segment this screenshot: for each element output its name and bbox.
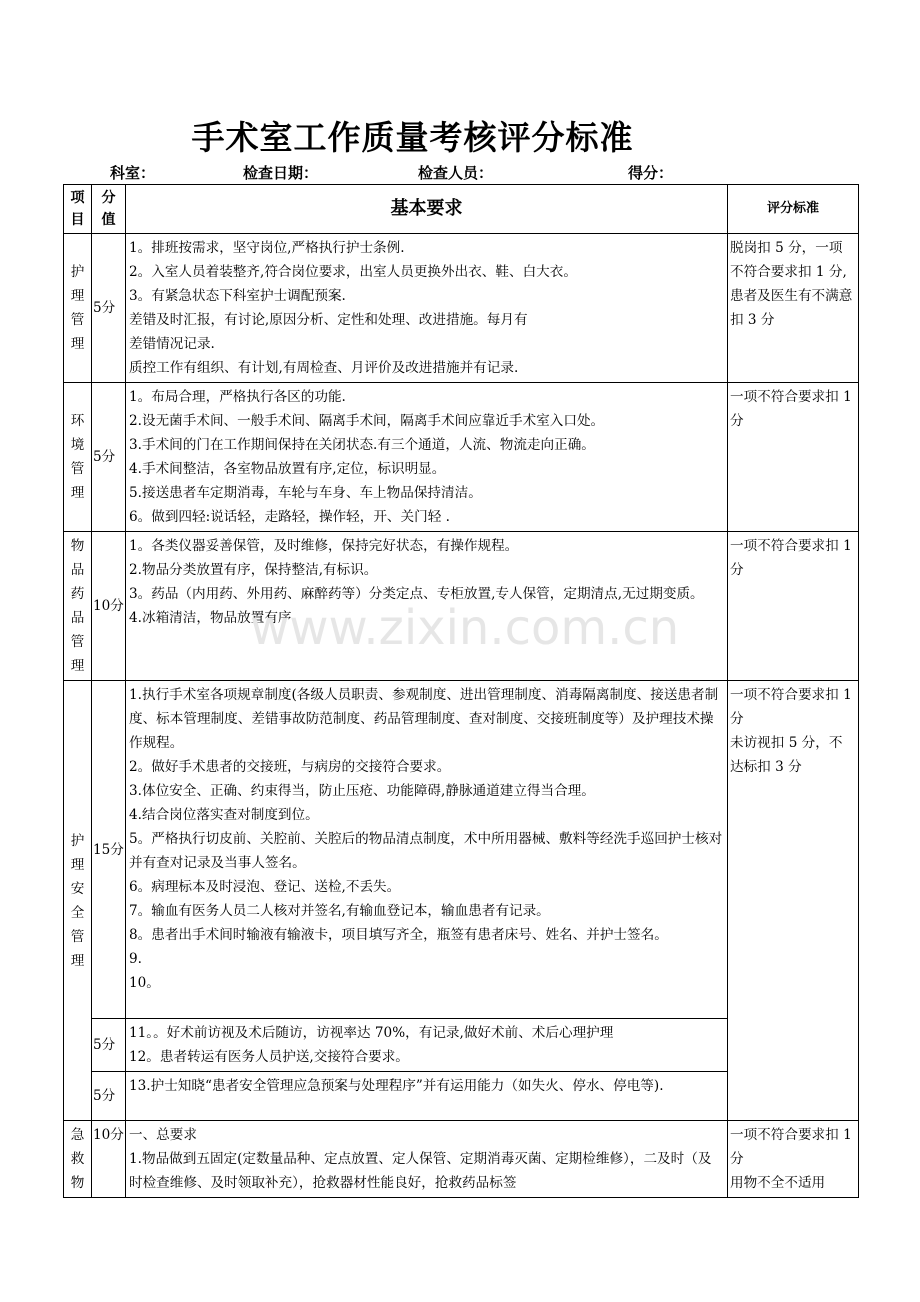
standard-line: 脱岗扣 5 分，一项不符合要求扣 1 分,患者及医生有不满意扣 3 分 (730, 240, 853, 328)
requirement-line: 10。 (129, 975, 160, 991)
department-label: 科室： (110, 164, 156, 182)
requirement-line: 4.手术间整洁，各室物品放置有序,定位，标识明显。 (129, 461, 446, 477)
requirement-line: 7。输血有医务人员二人核对并签名,有输血登记本，输血患者有记录。 (129, 903, 550, 919)
table-row (64, 681, 859, 1019)
requirement-line: 12。患者转运有医务人员护送,交接符合要求。 (129, 1049, 409, 1065)
section-requirements (126, 1072, 728, 1121)
requirement-line: 1.物品做到五固定(定数量品种、定点放置、定人保管、定期消毒灭菌、定期检维修），二及时（及时检查维修、及时领取补充），抢救器材性能良好，抢救药品标签 (129, 1151, 712, 1191)
requirement-line: 1。排班按需求，坚守岗位,严格执行护士条例. (129, 240, 405, 256)
requirement-line: 3.体位安全、正确、约束得当，防止压疮、功能障碍,静脉通道建立得当合理。 (129, 783, 595, 799)
section-requirements (126, 383, 728, 532)
standard-line: 未访视扣 5 分，不达标扣 3 分 (730, 735, 843, 775)
requirement-line: 2。入室人员着装整齐,符合岗位要求，出室人员更换外出衣、鞋、白大衣。 (129, 264, 577, 280)
section-standard (728, 681, 859, 1121)
standard-line: 用物不全不适用 (730, 1175, 826, 1191)
section-item-environment-management: 环境管理 (64, 383, 92, 532)
section-score: 5分 (92, 383, 126, 532)
requirement-line: 1。各类仪器妥善保管，及时维修，保持完好状态，有操作规程。 (129, 538, 519, 554)
requirement-line: 2.物品分类放置有序，保持整洁,有标识。 (129, 562, 378, 578)
section-score: 5分 (92, 1072, 126, 1121)
header-score: 分值 (92, 185, 126, 234)
requirement-line: 质控工作有组织、有计划,有周检查、月评价及改进措施并有记录. (129, 360, 519, 376)
section-item-emergency-supplies: 急救物 (64, 1121, 92, 1198)
requirement-line: 6。做到四轻:说话轻，走路轻，操作轻，开、关门轻 . (129, 509, 450, 525)
requirement-line: 差错及时汇报，有讨论,原因分析、定性和处理、改进措施。每月有 (129, 312, 528, 328)
requirement-line: 8。患者出手术间时输液有输液卡，项目填写齐全，瓶签有患者床号、姓名、并护士签名。 (129, 927, 668, 943)
score-total-label: 得分： (628, 164, 674, 182)
section-requirements (126, 1121, 728, 1198)
section-item-nursing-safety-management: 护理安全管理 (64, 681, 92, 1121)
table-row (64, 1121, 859, 1198)
requirement-line: 4.冰箱清洁，物品放置有序. (129, 610, 296, 626)
requirement-line: 3。药品（内用药、外用药、麻醉药等）分类定点、专柜放置,专人保管，定期清点,无过期变质。 (129, 586, 704, 602)
watermark: www.zixin.com.cn (250, 600, 680, 656)
section-item-supplies-drugs-management: 物品药品管理 (64, 532, 92, 681)
section-score: 10分 (92, 532, 126, 681)
header-item: 项目 (64, 185, 92, 234)
requirement-line: 1.执行手术室各项规章制度(各级人员职责、参观制度、进出管理制度、消毒隔离制度、接送患者制度、标本管理制度、差错事故防范制度、药品管理制度、查对制度、交接班制度等）及护理技术操作规程。 (129, 687, 719, 751)
section-requirements (126, 681, 728, 1019)
requirement-line: 6。病理标本及时浸泡、登记、送检,不丢失。 (129, 879, 401, 895)
requirement-line: 3。有紧急状态下科室护士调配预案. (129, 288, 346, 304)
section-standard (728, 532, 859, 681)
requirement-line: 一、总要求 (129, 1127, 197, 1143)
section-score: 15分 (92, 681, 126, 1019)
table-row (64, 234, 859, 383)
header-standard: 评分标准 (728, 185, 859, 234)
standard-line: 一项不符合要求扣 1 分 (730, 389, 852, 429)
inspector-label: 检查人员： (418, 164, 494, 182)
requirement-line: 3.手术间的门在工作期间保持在关闭状态.有三个通道，人流、物流走向正确。 (129, 437, 595, 453)
section-standard (728, 383, 859, 532)
table-row (64, 383, 859, 532)
requirement-line: 5。严格执行切皮前、关腔前、关腔后的物品清点制度，术中所用器械、敷料等经洗手巡回护士核对并有查对记录及当事人签名。 (129, 831, 723, 871)
requirement-line: 11。。好术前访视及术后随访，访视率达 70%，有记录,做好术前、术后心理护理 (129, 1025, 614, 1041)
requirement-line: 4.结合岗位落实查对制度到位。 (129, 807, 319, 823)
header-requirement: 基本要求 (126, 185, 728, 234)
requirement-line: 1。布局合理，严格执行各区的功能. (129, 389, 346, 405)
check-date-label: 检查日期： (243, 164, 319, 182)
section-requirements (126, 234, 728, 383)
requirement-line: 差错情况记录. (129, 336, 215, 352)
table-row (64, 532, 859, 681)
section-standard (728, 234, 859, 383)
section-standard (728, 1121, 859, 1198)
requirement-line: 13.护士知晓“患者安全管理应急预案与处理程序”并有运用能力（如失火、停水、停电等). (129, 1078, 664, 1094)
section-item-nursing-management: 护理管理 (64, 234, 92, 383)
document-title: 手术室工作质量考核评分标准 (191, 118, 634, 157)
section-score: 10分 (92, 1121, 126, 1198)
section-requirements (126, 532, 728, 681)
requirement-line: 9. (129, 951, 142, 967)
table-header-row (64, 185, 859, 234)
requirement-line: 5.接送患者车定期消毒，车轮与车身、车上物品保持清洁。 (129, 485, 482, 501)
assessment-table (63, 184, 859, 1198)
section-score: 5分 (92, 234, 126, 383)
section-score: 5分 (92, 1019, 126, 1072)
standard-line: 一项不符合要求扣 1 分 (730, 687, 852, 727)
section-requirements (126, 1019, 728, 1072)
requirement-line: 2.设无菌手术间、一般手术间、隔离手术间，隔离手术间应靠近手术室入口处。 (129, 413, 605, 429)
standard-line: 一项不符合要求扣 1 分 (730, 1127, 852, 1167)
standard-line: 一项不符合要求扣 1 分 (730, 538, 852, 578)
requirement-line: 2。做好手术患者的交接班，与病房的交接符合要求。 (129, 759, 451, 775)
